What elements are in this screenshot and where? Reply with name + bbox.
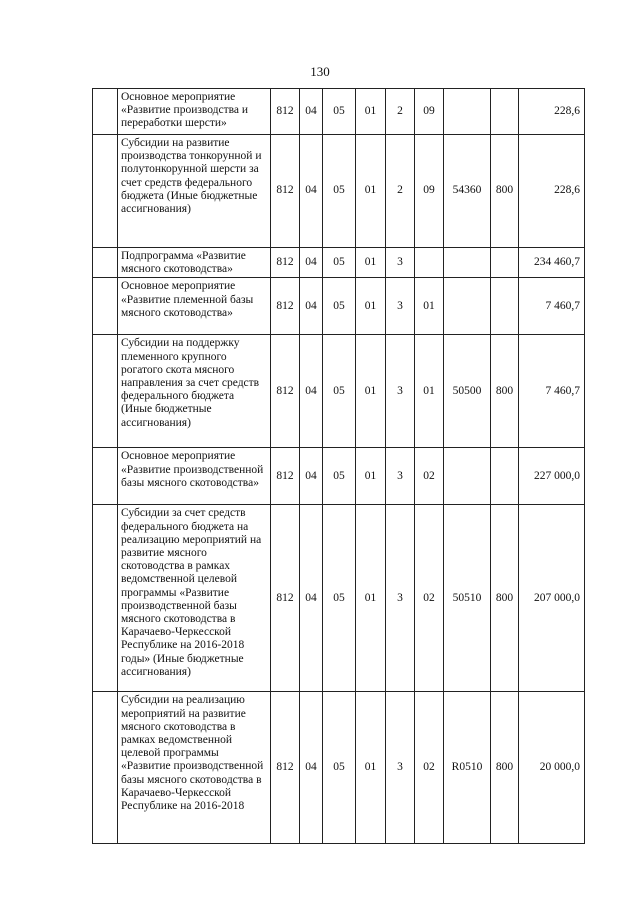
subsection-code: 05	[323, 448, 356, 505]
program-code: 01	[356, 89, 386, 135]
activity-code: 01	[415, 335, 444, 448]
ministry-code: 812	[271, 248, 300, 278]
row-description: Подпрограмма «Развитие мясного скотоводства»	[118, 248, 271, 278]
subprogram-code: 3	[386, 505, 415, 692]
activity-code	[415, 248, 444, 278]
section-code: 04	[300, 505, 323, 692]
row-number-cell	[93, 278, 118, 335]
table-row	[93, 135, 585, 248]
section-code: 04	[300, 89, 323, 135]
row-number-cell	[93, 135, 118, 248]
section-code: 04	[300, 692, 323, 844]
expense-type-code: 800	[491, 505, 519, 692]
section-code: 04	[300, 248, 323, 278]
activity-code: 01	[415, 278, 444, 335]
subprogram-code: 2	[386, 135, 415, 248]
program-code: 01	[356, 135, 386, 248]
row-number-cell	[93, 89, 118, 135]
row-number-cell	[93, 248, 118, 278]
activity-code: 09	[415, 135, 444, 248]
activity-code: 02	[415, 505, 444, 692]
row-description: Основное мероприятие «Развитие племенной базы мясного скотоводства»	[118, 278, 271, 335]
row-number-cell	[93, 505, 118, 692]
table-row	[93, 692, 585, 844]
amount: 207 000,0	[519, 505, 585, 692]
expense-type-code: 800	[491, 692, 519, 844]
direction-code	[444, 448, 491, 505]
expense-type-code	[491, 278, 519, 335]
subsection-code: 05	[323, 278, 356, 335]
subsection-code: 05	[323, 248, 356, 278]
table-row	[93, 335, 585, 448]
amount: 228,6	[519, 135, 585, 248]
activity-code: 02	[415, 448, 444, 505]
expense-type-code	[491, 89, 519, 135]
subprogram-code: 3	[386, 448, 415, 505]
program-code: 01	[356, 335, 386, 448]
amount: 234 460,7	[519, 248, 585, 278]
expense-type-code: 800	[491, 335, 519, 448]
table-row	[93, 505, 585, 692]
direction-code: 50500	[444, 335, 491, 448]
direction-code: 50510	[444, 505, 491, 692]
ministry-code: 812	[271, 692, 300, 844]
budget-table-body	[93, 89, 585, 844]
subsection-code: 05	[323, 335, 356, 448]
row-description: Субсидии на реализацию мероприятий на развитие мясного скотоводства в рамках ведомственной целевой программы «Развитие производственной базы мясного скотоводства в Карачаево-Черкесской Республике на 2016-2018	[118, 692, 271, 844]
expense-type-code	[491, 248, 519, 278]
section-code: 04	[300, 335, 323, 448]
section-code: 04	[300, 448, 323, 505]
subprogram-code: 3	[386, 278, 415, 335]
amount: 228,6	[519, 89, 585, 135]
ministry-code: 812	[271, 135, 300, 248]
subsection-code: 05	[323, 505, 356, 692]
row-description: Основное мероприятие «Развитие производственной базы мясного скотоводства»	[118, 448, 271, 505]
direction-code: 54360	[444, 135, 491, 248]
amount: 7 460,7	[519, 278, 585, 335]
section-code: 04	[300, 135, 323, 248]
direction-code: R0510	[444, 692, 491, 844]
activity-code: 09	[415, 89, 444, 135]
row-description: Субсидии на поддержку племенного крупного рогатого скота мясного направления за счет средств федерального бюджета (Иные бюджетные ассигнования)	[118, 335, 271, 448]
program-code: 01	[356, 692, 386, 844]
table-row	[93, 278, 585, 335]
row-description: Субсидии на развитие производства тонкорунной и полутонкорунной шерсти за счет средств федерального бюджета (Иные бюджетные ассигнования)	[118, 135, 271, 248]
section-code: 04	[300, 278, 323, 335]
table-row	[93, 248, 585, 278]
subprogram-code: 3	[386, 335, 415, 448]
row-description: Основное мероприятие «Развитие производства и переработки шерсти»	[118, 89, 271, 135]
program-code: 01	[356, 448, 386, 505]
direction-code	[444, 89, 491, 135]
row-number-cell	[93, 448, 118, 505]
ministry-code: 812	[271, 448, 300, 505]
subsection-code: 05	[323, 692, 356, 844]
subprogram-code: 2	[386, 89, 415, 135]
amount: 7 460,7	[519, 335, 585, 448]
row-number-cell	[93, 692, 118, 844]
subsection-code: 05	[323, 135, 356, 248]
expense-type-code	[491, 448, 519, 505]
row-number-cell	[93, 335, 118, 448]
program-code: 01	[356, 505, 386, 692]
direction-code	[444, 248, 491, 278]
ministry-code: 812	[271, 335, 300, 448]
table-row	[93, 89, 585, 135]
expense-type-code: 800	[491, 135, 519, 248]
ministry-code: 812	[271, 505, 300, 692]
amount: 227 000,0	[519, 448, 585, 505]
subprogram-code: 3	[386, 248, 415, 278]
table-row	[93, 448, 585, 505]
page-number: 130	[310, 64, 330, 79]
subsection-code: 05	[323, 89, 356, 135]
row-description: Субсидии за счет средств федерального бюджета на реализацию мероприятий на развитие мясного скотоводства в рамках ведомственной целевой программы «Развитие производственной базы мясного скотоводства в Карачаево-Черкесской Республике на 2016-2018 годы» (Иные бюджетные ассигнования)	[118, 505, 271, 692]
activity-code: 02	[415, 692, 444, 844]
amount: 20 000,0	[519, 692, 585, 844]
ministry-code: 812	[271, 89, 300, 135]
subprogram-code: 3	[386, 692, 415, 844]
budget-table	[92, 88, 585, 844]
ministry-code: 812	[271, 278, 300, 335]
direction-code	[444, 278, 491, 335]
program-code: 01	[356, 248, 386, 278]
program-code: 01	[356, 278, 386, 335]
